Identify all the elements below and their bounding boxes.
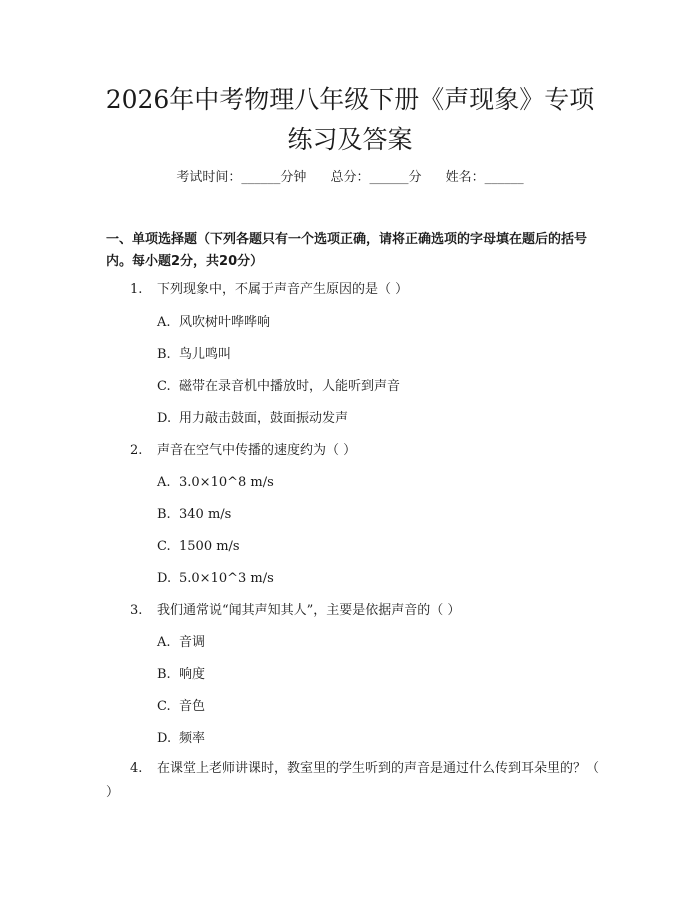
exam-meta [0, 168, 700, 188]
question-number: 2. [130, 443, 143, 458]
question-text: 声音在空气中传播的速度约为（ ） [157, 443, 357, 458]
question-number: 1. [130, 282, 143, 297]
title-line-1: 2026年中考物理八年级下册《声现象》专项 [105, 85, 595, 114]
question-2 [130, 441, 356, 461]
section-heading-single-choice: 一、单项选择题（下列各题只有一个选项正确，请将正确选项的字母填在题后的括号内。每小题2分，共20分） [106, 232, 588, 269]
question-1 [130, 280, 408, 300]
exam-total-score: 总分：______分 [330, 170, 422, 185]
exam-time: 考试时间：______分钟 [176, 170, 307, 185]
question-2-option-a: A. 3.0×10^8 m/s [157, 475, 274, 490]
question-3-option-c: C. 音色 [157, 699, 206, 714]
question-text: 我们通常说“闻其声知其人”，主要是依据声音的（ ） [157, 603, 461, 618]
question-text: 在课堂上老师讲课时，教室里的学生听到的声音是通过什么传到耳朵里的？（ ） [106, 761, 600, 800]
question-1-option-d: D. 用力敲击鼓面，鼓面振动发声 [157, 411, 349, 426]
page-title [60, 80, 640, 160]
question-1-option-a: A. 风吹树叶哗哗响 [157, 315, 271, 330]
question-2-option-d: D. 5.0×10^3 m/s [157, 571, 274, 586]
question-number: 3. [130, 603, 143, 618]
student-name: 姓名：______ [445, 170, 524, 185]
question-2-option-c: C. 1500 m/s [157, 539, 240, 554]
question-1-option-b: B. 鸟儿鸣叫 [157, 347, 232, 362]
question-1-option-c: C. 磁带在录音机中播放时，人能听到声音 [157, 379, 401, 394]
question-3-option-b: B. 响度 [157, 667, 206, 682]
question-3-option-a: A. 音调 [157, 635, 206, 650]
title-line-2: 练习及答案 [287, 125, 413, 154]
question-2-option-b: B. 340 m/s [157, 507, 232, 522]
question-text: 下列现象中，不属于声音产生原因的是（ ） [157, 282, 409, 297]
question-number: 4. [130, 761, 143, 776]
question-3 [130, 601, 460, 621]
question-4 [106, 757, 602, 805]
question-3-option-d: D. 频率 [157, 731, 206, 746]
